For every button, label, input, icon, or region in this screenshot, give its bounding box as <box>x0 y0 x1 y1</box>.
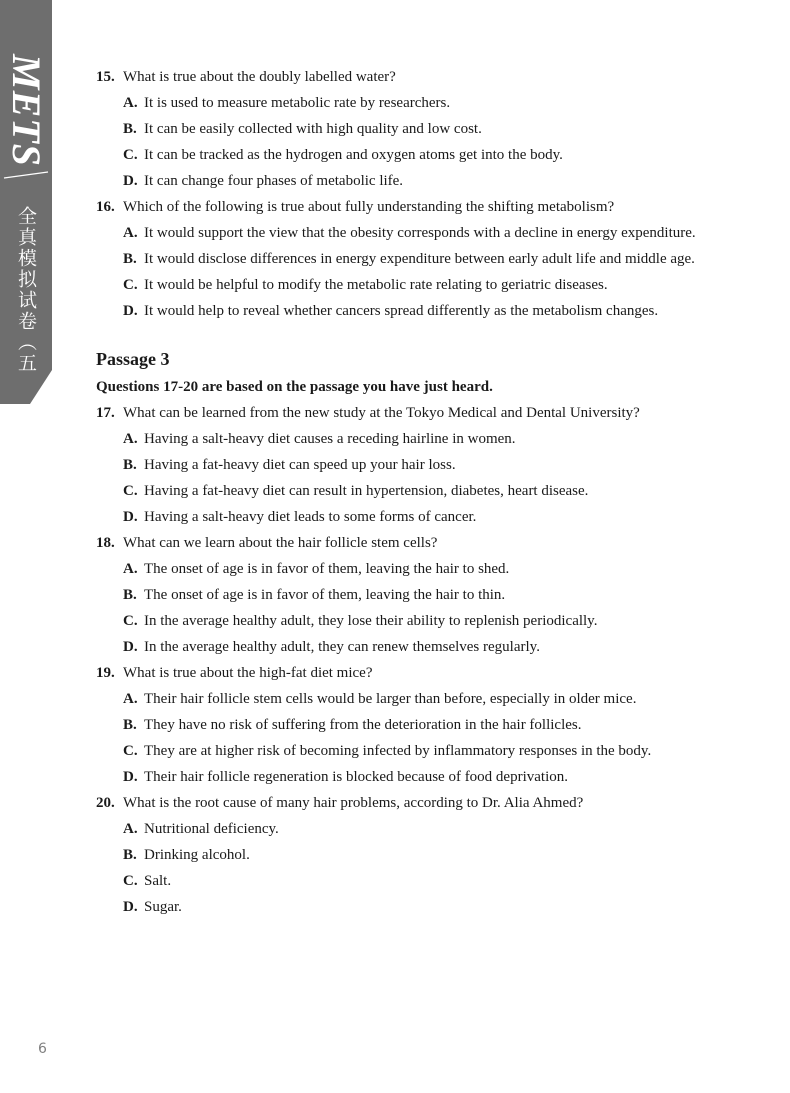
question-number: 20. <box>96 795 115 811</box>
option-text: Having a fat-heavy diet can result in hypertension, diabetes, heart disease. <box>144 483 589 499</box>
question-text: What can we learn about the hair follicle stem cells? <box>123 535 438 551</box>
option-letter: D. <box>123 769 138 785</box>
option-text: It would help to reveal whether cancers spread differently as the metabolism changes. <box>144 303 659 319</box>
option-letter: D. <box>123 303 138 319</box>
answer-option <box>96 608 708 634</box>
question-group-a <box>96 64 708 324</box>
answer-option <box>96 168 708 194</box>
series-subtitle: 全真模拟试卷（五 <box>15 206 37 374</box>
option-letter: A. <box>123 821 138 837</box>
option-letter: A. <box>123 431 138 447</box>
option-text: Having a fat-heavy diet can speed up your hair loss. <box>144 457 456 473</box>
option-letter: A. <box>123 95 138 111</box>
option-letter: C. <box>123 743 138 759</box>
option-letter: C. <box>123 147 138 163</box>
option-letter: C. <box>123 873 138 889</box>
question-stem <box>96 530 708 556</box>
page-number: 6 <box>38 1041 47 1057</box>
answer-option <box>96 738 708 764</box>
question-text: What is true about the high-fat diet mice? <box>123 665 373 681</box>
option-text: They have no risk of suffering from the deterioration in the hair follicles. <box>144 717 582 733</box>
option-text: It can change four phases of metabolic life. <box>144 173 404 189</box>
answer-option <box>96 452 708 478</box>
option-text: It would be helpful to modify the metabolic rate relating to geriatric diseases. <box>144 277 608 293</box>
option-text: The onset of age is in favor of them, leaving the hair to shed. <box>144 561 510 577</box>
answer-option <box>96 816 708 842</box>
question-number: 19. <box>96 665 115 681</box>
sidebar-band <box>0 0 52 404</box>
option-text: It would disclose differences in energy expenditure between early adult life and middle age. <box>144 251 695 267</box>
option-text: It is used to measure metabolic rate by researchers. <box>144 95 451 111</box>
answer-option <box>96 894 708 920</box>
option-letter: D. <box>123 173 138 189</box>
answer-option <box>96 868 708 894</box>
option-text: The onset of age is in favor of them, leaving the hair to thin. <box>144 587 506 603</box>
option-letter: C. <box>123 613 138 629</box>
question-text: What is the root cause of many hair problems, according to Dr. Alia Ahmed? <box>123 795 584 811</box>
question-group-b <box>96 400 708 920</box>
question-text: What can be learned from the new study at the Tokyo Medical and Dental University? <box>123 405 640 421</box>
question-stem <box>96 790 708 816</box>
answer-option <box>96 764 708 790</box>
option-letter: B. <box>123 587 137 603</box>
option-letter: A. <box>123 225 138 241</box>
answer-option <box>96 712 708 738</box>
option-letter: B. <box>123 251 137 267</box>
question-stem <box>96 400 708 426</box>
option-text: Having a salt-heavy diet leads to some forms of cancer. <box>144 509 477 525</box>
question-text: What is true about the doubly labelled water? <box>123 69 396 85</box>
option-letter: B. <box>123 847 137 863</box>
option-letter: D. <box>123 639 138 655</box>
option-text: It would support the view that the obesity corresponds with a decline in energy expenditure. <box>144 225 696 241</box>
option-text: In the average healthy adult, they can renew themselves regularly. <box>144 639 540 655</box>
option-letter: B. <box>123 717 137 733</box>
option-letter: D. <box>123 899 138 915</box>
option-text: Nutritional deficiency. <box>144 821 279 837</box>
answer-option <box>96 556 708 582</box>
option-letter: B. <box>123 121 137 137</box>
option-text: It can be tracked as the hydrogen and oxygen atoms get into the body. <box>144 147 563 163</box>
option-text: Sugar. <box>144 899 182 915</box>
answer-option <box>96 634 708 660</box>
answer-option <box>96 90 708 116</box>
question-number: 15. <box>96 69 115 85</box>
option-letter: A. <box>123 691 138 707</box>
passage-title: Passage 3 <box>96 349 170 369</box>
question-number: 16. <box>96 199 115 215</box>
answer-option <box>96 142 708 168</box>
question-content <box>96 64 708 920</box>
option-letter: A. <box>123 561 138 577</box>
option-letter: C. <box>123 277 138 293</box>
answer-option <box>96 504 708 530</box>
option-text: Drinking alcohol. <box>144 847 250 863</box>
question-number: 17. <box>96 405 115 421</box>
option-text: They are at higher risk of becoming infected by inflammatory responses in the body. <box>144 743 652 759</box>
answer-option <box>96 686 708 712</box>
passage-instruction: Questions 17-20 are based on the passage you have just heard. <box>96 379 493 395</box>
brand-title: METS <box>4 53 49 167</box>
option-letter: D. <box>123 509 138 525</box>
answer-option <box>96 478 708 504</box>
answer-option <box>96 246 708 272</box>
option-text: Their hair follicle regeneration is blocked because of food deprivation. <box>144 769 568 785</box>
question-stem <box>96 660 708 686</box>
answer-option <box>96 426 708 452</box>
question-stem <box>96 194 708 220</box>
option-text: In the average healthy adult, they lose their ability to replenish periodically. <box>144 613 598 629</box>
question-stem <box>96 64 708 90</box>
option-text: Having a salt-heavy diet causes a receding hairline in women. <box>144 431 516 447</box>
option-letter: C. <box>123 483 138 499</box>
answer-option <box>96 272 708 298</box>
option-text: It can be easily collected with high quality and low cost. <box>144 121 482 137</box>
answer-option <box>96 116 708 142</box>
answer-option <box>96 842 708 868</box>
answer-option <box>96 220 708 246</box>
option-text: Their hair follicle stem cells would be larger than before, especially in older mice. <box>144 691 637 707</box>
question-number: 18. <box>96 535 115 551</box>
answer-option <box>96 298 708 324</box>
option-text: Salt. <box>144 873 172 889</box>
answer-option <box>96 582 708 608</box>
option-letter: B. <box>123 457 137 473</box>
question-text: Which of the following is true about fully understanding the shifting metabolism? <box>123 199 615 215</box>
